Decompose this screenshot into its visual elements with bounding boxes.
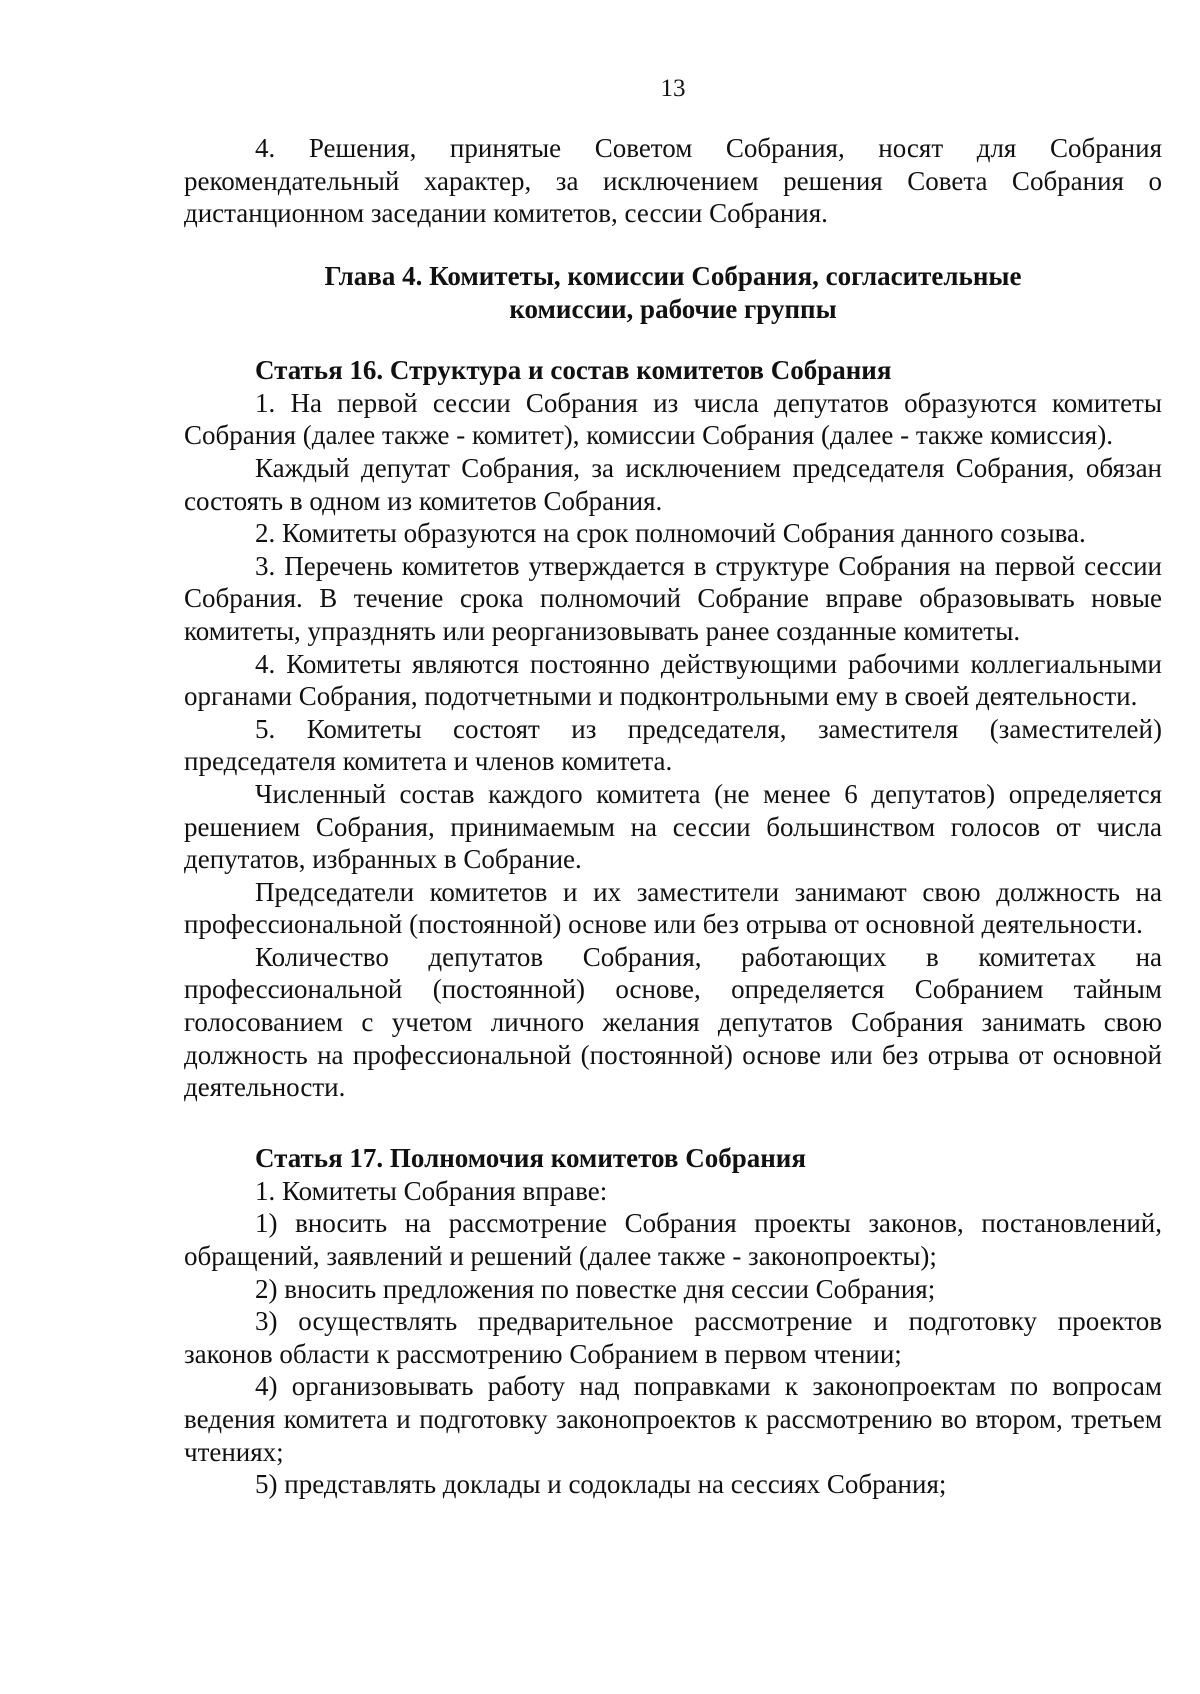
paragraph: 1. На первой сессии Собрания из числа депутатов образуются комитеты Собрания (далее также - комитет), комиссии Собрания (далее - также комиссия). — [184, 387, 1162, 451]
paragraph: 3) осуществлять предварительное рассмотрение и подготовку проектов законов области к рассмотрению Собранием в первом чтении; — [184, 1306, 1162, 1369]
paragraph: 5) представлять доклады и содоклады на сессиях Собрания; — [255, 1469, 947, 1500]
paragraph: 1) вносить на рассмотрение Собрания проекты законов, постановлений, обращений, заявлений и решений (далее также - законопроекты); — [184, 1208, 1162, 1272]
chapter-heading-line: Глава 4. Комитеты, комиссии Собрания, согласительные — [324, 260, 1022, 291]
paragraph: Председатели комитетов и их заместители занимают свою должность на профессиональной (постоянной) основе или без отрыва от основной деятельности. — [184, 876, 1162, 940]
article-16-heading: Статья 16. Структура и состав комитетов Собрания — [255, 354, 892, 385]
paragraph: 4. Комитеты являются постоянно действующими рабочими коллегиальными органами Собрания, подотчетными и подконтрольными ему в своей деятельности. — [184, 648, 1162, 712]
paragraph: 3. Перечень комитетов утверждается в структуре Собрания на первой сессии Собрания. В течение срока полномочий Собрание вправе образовывать новые комитеты, упразднять или реорганизовывать ранее созданные комитеты. — [184, 550, 1162, 646]
page-number: 13 — [660, 75, 686, 102]
paragraph: 4. Решения, принятые Советом Собрания, носят для Собрания рекомендательный характер, за исключением решения Совета Собрания о дистанционном заседании комитетов, сессии Собрания. — [184, 133, 1162, 229]
paragraph: 1. Комитеты Собрания вправе: — [255, 1175, 608, 1206]
paragraph: 4) организовывать работу над поправками к законопроектам по вопросам ведения комитета и подготовку законопроектов к рассмотрению во втором, третьем чтениях; — [184, 1371, 1162, 1467]
paragraph: 2. Комитеты образуются на срок полномочий Собрания данного созыва. — [255, 518, 1086, 549]
chapter-heading — [184, 260, 1162, 326]
article-17-heading: Статья 17. Полномочия комитетов Собрания — [255, 1142, 806, 1173]
paragraph: Численный состав каждого комитета (не менее 6 депутатов) определяется решением Собрания, принимаемым на сессии большинством голосов от числа депутатов, избранных в Собрание. — [184, 778, 1162, 875]
paragraph: Количество депутатов Собрания, работающих в комитетах на профессиональной (постоянной) основе, определяется Собранием тайным голосованием с учетом личного желания депутатов Собрания занимать свою должность на профессиональной (постоянной) основе или без отрыва от основной деятельности. — [184, 941, 1162, 1103]
document-body — [184, 132, 1162, 1501]
paragraph: 5. Комитеты состоят из председателя, заместителя (заместителей) председателя комитета и членов комитета. — [184, 713, 1162, 777]
paragraph: Каждый депутат Собрания, за исключением председателя Собрания, обязан состоять в одном из комитетов Собрания. — [184, 452, 1162, 516]
chapter-heading-line: комиссии, рабочие группы — [509, 293, 837, 324]
paragraph: 2) вносить предложения по повестке дня сессии Собрания; — [255, 1273, 936, 1304]
